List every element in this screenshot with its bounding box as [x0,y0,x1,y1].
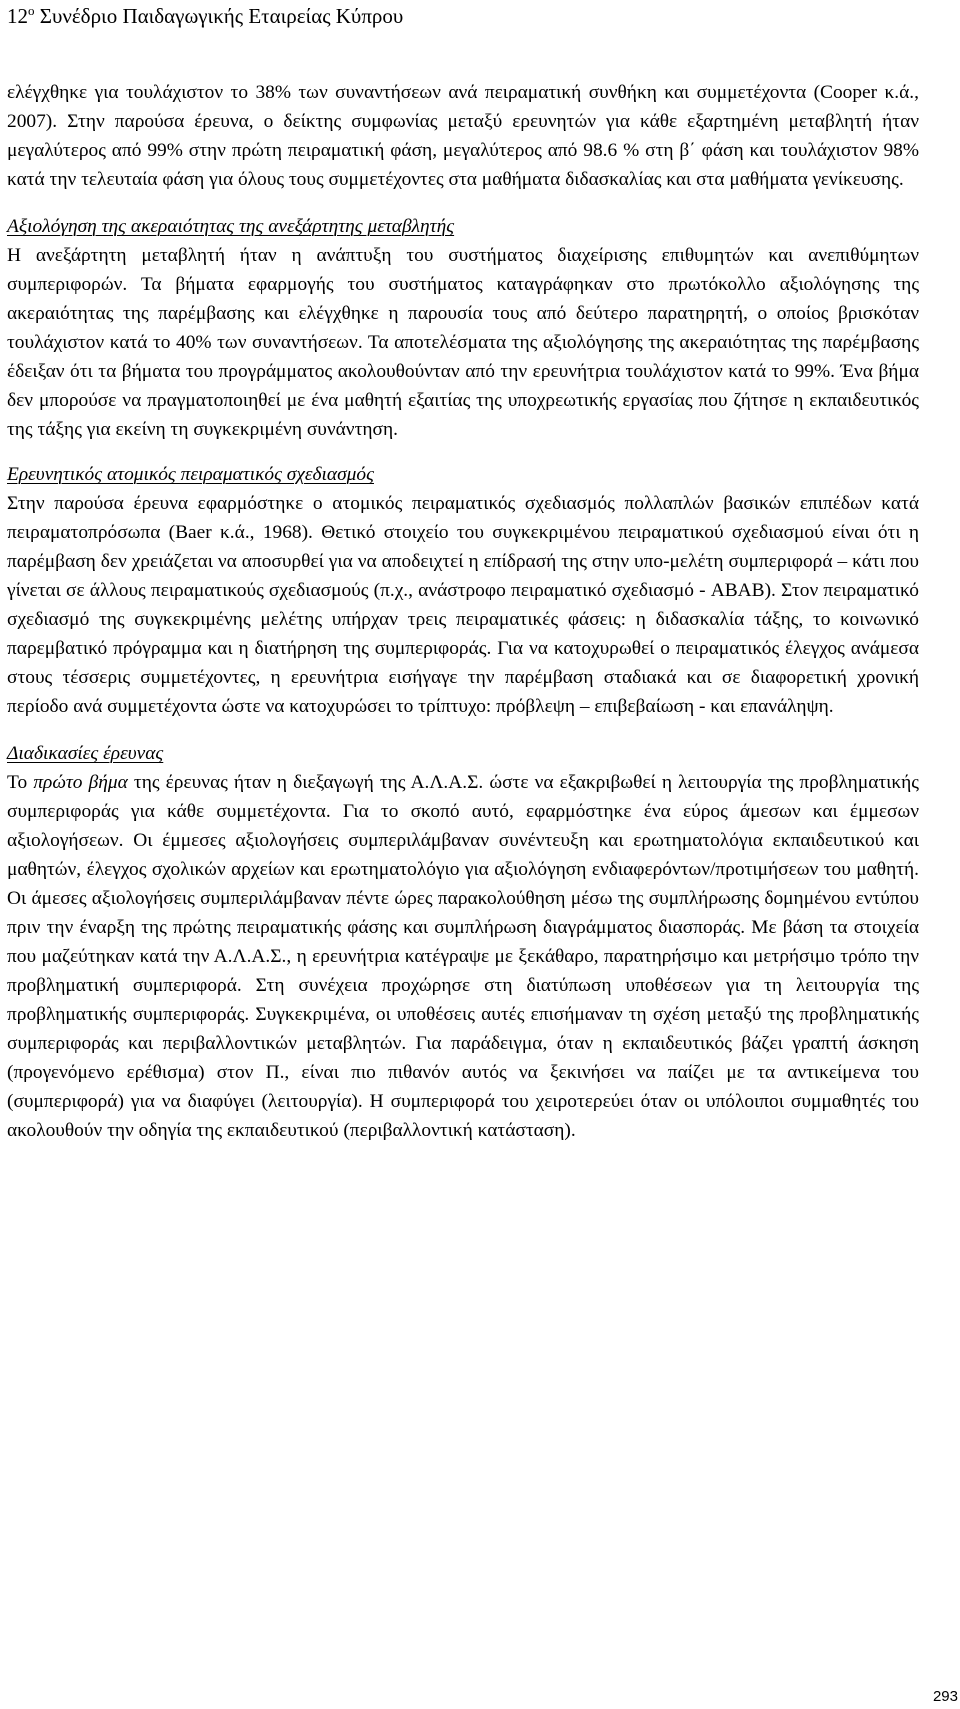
page-number: 293 [932,1688,958,1705]
procedures-text-start: Το [7,772,34,793]
paragraph-research-design: Στην παρούσα έρευνα εφαρμόστηκε ο ατομικός πειραματικός σχεδιασμός πολλαπλών βασικών επιπέδων κατά πειραματοπρόσωπα (Baer κ.ά., 1968). Θετικό στοιχείο του συγκεκριμένου πειραματικού σχεδιασμού είναι ότι η παρέμβαση δεν χρειάζεται να αποσυρθεί για να αποδειχτεί η επίδρασή της στην υπο-μελέτη συμπεριφορά – κάτι που γίνεται σε άλλους πειραματικούς σχεδιασμούς (π.χ., ανάστροφο πειραματικό σχεδιασμό - ABAB). Στον πειραματικό σχεδιασμό της συγκεκριμένης μελέτης υπήρχαν τρεις πειραματικές φάσεις: η διδασκαλία τάξης, το κοινωνικό παρεμβατικό πρόγραμμα και η διατήρηση της συμπεριφοράς. Για να κατοχυρωθεί ο πειραματικός έλεγχος ανάμεσα στους τέσσερις συμμετέχοντες, η ερευνήτρια εισήγαγε την παρέμβαση σταδιακά και σε διαφορετική χρονική περίοδο ανά συμμετέχοντα ώστε να κατοχυρώσει το τρίπτυχο: πρόβλεψη – επιβεβαίωση - και επανάληψη. [7,493,919,717]
running-header [7,4,403,28]
ordinal-superscript: ο [28,3,35,18]
procedures-text-rest: της έρευνας ήταν η διεξαγωγή της Α.Λ.Α.Σ. ώστε να εξακριβωθεί η λειτουργία της προβληματικής συμπεριφοράς για κάθε συμμετέχοντα. Για το σκοπό αυτό, εφαρμόστηκε ένα εύρος άμεσων και έμμεσων αξιολογήσεων. Οι έμμεσες αξιολογήσεις συμπεριλάμβαναν συνέντευξη και ερωτηματολόγια εκπαιδευτικού και μαθητών, έλεγχος σχολικών αρχείων και ερωτηματολόγιο για αξιολόγηση ενδιαφερόντων/προτιμήσεων του μαθητή. Οι άμεσες αξιολογήσεις συμπεριλάμβαναν πέντε ώρες παρακολούθηση μέσω της συμπλήρωσης δομημένου εντύπου πριν την έναρξη της πρώτης πειραματικής φάσης και συμπλήρωση διαγράμματος διασποράς. Με βάση τα στοιχεία που μαζεύτηκαν κατά την Α.Λ.Α.Σ., η ερευνήτρια κατέγραψε με ξεκάθαρο, παρατηρήσιμο και μετρήσιμο τρόπο την προβληματική συμπεριφορά. Στη συνέχεια προχώρησε στη διατύπωση υποθέσεων για τη λειτουργία της προβληματικής συμπεριφοράς. Συγκεκριμένα, οι υποθέσεις αυτές επισήμαναν τη σχέση μεταξύ της προβληματικής συμπεριφοράς και περιβαλλοντικών μεταβλητών. Για παράδειγμα, όταν η εκπαιδευτικός βάζει γραπτή άσκηση (προγενόμενο ερέθισμα) στον Π., είναι πιο πιθανόν αυτός να ξεκινήσει να παίζει με τα αντικείμενα του (συμπεριφορά) για να διαφύγει (λειτουργία). Η συμπεριφορά του χειροτερεύει όταν οι υπόλοιποι συμμαθητές του ακολουθούν την οδηγία της εκπαιδευτικού (περιβαλλοντική κατάσταση). [7,772,919,1141]
section-heading-research-design: Ερευνητικός ατομικός πειραματικός σχεδιασμός [7,464,374,485]
conference-title: Συνέδριο Παιδαγωγικής Εταιρείας Κύπρου [39,4,404,28]
section-heading-independent-variable-integrity: Αξιολόγηση της ακεραιότητας της ανεξάρτητης μεταβλητής [7,216,455,237]
document-body [7,78,919,1145]
procedures-emphasis-first-step: πρώτο βήμα [33,772,128,793]
section-heading-research-procedures: Διαδικασίες έρευνας [7,743,164,764]
paragraph-research-procedures [7,768,919,1145]
conference-number: 12 [7,4,28,28]
paragraph-independent-variable: Η ανεξάρτητη μεταβλητή ήταν η ανάπτυξη του συστήματος διαχείρισης επιθυμητών και ανεπιθύμητων συμπεριφορών. Τα βήματα εφαρμογής του συστήματος καταγράφηκαν στο πρωτόκολλο αξιολόγησης της ακεραιότητας της παρέμβασης και ελέγχθηκε η παρουσία τους από δεύτερο παρατηρητή, ο οποίος βρισκόταν τουλάχιστον κατά το 40% των συναντήσεων. Τα αποτελέσματα της αξιολόγησης της ακεραιότητας της παρέμβασης έδειξαν ότι τα βήματα του προγράμματος ακολουθούνταν από την ερευνήτρια τουλάχιστον κατά το 99%. Ένα βήμα δεν μπορούσε να πραγματοποιηθεί με ένα μαθητή εξαιτίας της υποχρεωτικής εργασίας που ζήτησε η εκπαιδευτικός της τάξης για εκείνη τη συγκεκριμένη συνάντηση. [7,245,919,440]
paragraph-interrater-agreement: ελέγχθηκε για τουλάχιστον το 38% των συναντήσεων ανά πειραματική συνθήκη και συμμετέχοντα (Cooper κ.ά., 2007). Στην παρούσα έρευνα, ο δείκτης συμφωνίας μεταξύ ερευνητών για κάθε εξαρτημένη μεταβλητή ήταν μεγαλύτερος από 99% στην πρώτη πειραματική φάση, μεγαλύτερος από 98.6 % στη β΄ φάση και τουλάχιστον 98% κατά την τελευταία φάση για όλους τους συμμετέχοντες στα μαθήματα διδασκαλίας και στα μαθήματα γενίκευσης. [7,82,919,190]
